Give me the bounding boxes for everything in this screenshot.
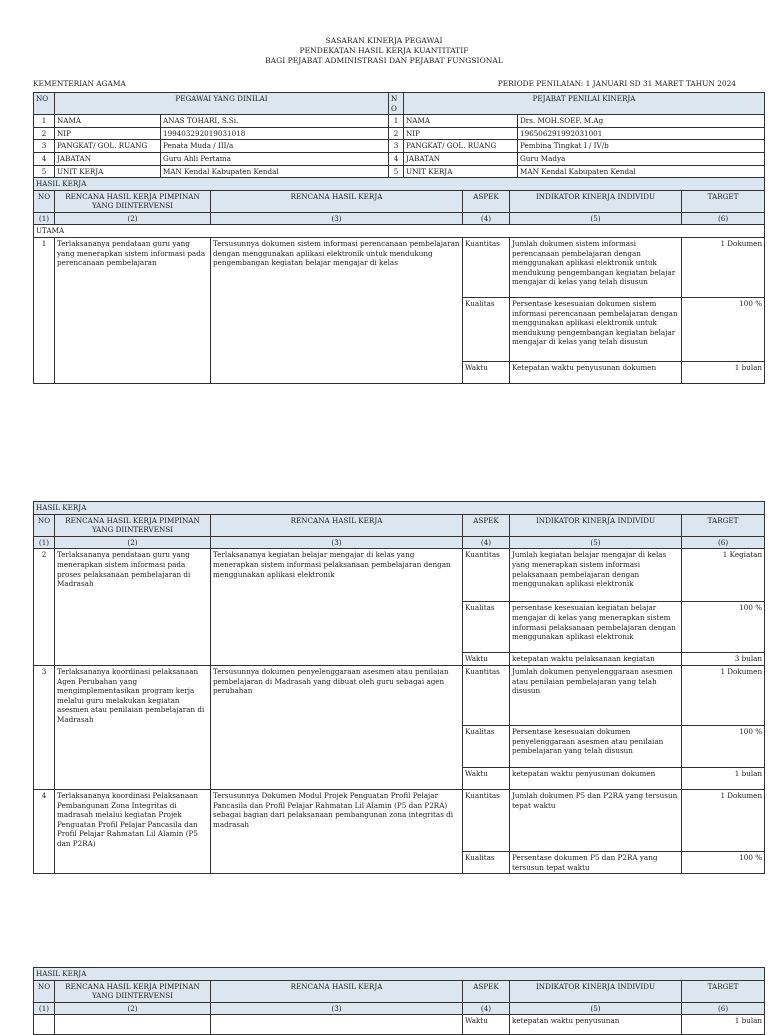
aspect-cell: Waktu	[463, 1015, 510, 1035]
field-value: Drs. MOH.SOEF, M.Ag	[518, 115, 765, 128]
col-index: (2)	[55, 536, 211, 549]
indicator-cell: Persentase kesesuaian dokumen penyelenggaraan asesmen atau penilaian pembelajaran yang telah disusun	[510, 725, 682, 767]
col-index: (5)	[510, 536, 682, 549]
col-no: NO	[34, 190, 55, 212]
col-index: (3)	[211, 212, 463, 225]
col-rhk-pimpinan: RENCANA HASIL KERJA PIMPINAN YANG DIINTERVENSI	[55, 980, 211, 1002]
col-index: (3)	[211, 1002, 463, 1015]
row-number: 3	[34, 140, 55, 153]
field-value: ANAS TOHARI, S.Si.	[161, 115, 389, 128]
col-index: (6)	[682, 536, 765, 549]
doc-title	[0, 36, 768, 66]
col-rhk-pimpinan: RENCANA HASIL KERJA PIMPINAN YANG DIINTERVENSI	[55, 190, 211, 212]
table-row	[34, 665, 765, 725]
target-cell: 1 bulan	[682, 361, 765, 383]
col-index: (4)	[463, 1002, 510, 1015]
indicator-cell: ketepatan waktu penyusunan dokumen	[510, 767, 682, 789]
row-number: 1	[34, 115, 55, 128]
col-index: (6)	[682, 1002, 765, 1015]
target-cell: 1 Dokumen	[682, 237, 765, 297]
work-table-3	[33, 967, 765, 1035]
id-header-no-2: NO	[389, 93, 404, 115]
col-index: (4)	[463, 212, 510, 225]
field-value: MAN Kendal Kabupaten Kendal	[161, 165, 389, 178]
item-number: 2	[34, 549, 55, 666]
identity-row	[34, 140, 765, 153]
field-label: JABATAN	[404, 152, 518, 165]
field-value: 196506291992031001	[518, 127, 765, 140]
field-label: PANGKAT/ GOL. RUANG	[404, 140, 518, 153]
work-table-1	[33, 177, 765, 384]
field-value: Guru Ahli Pertama	[161, 152, 389, 165]
field-value: Guru Madya	[518, 152, 765, 165]
row-number: 4	[34, 152, 55, 165]
rhk-text: Tersusunnya dokumen sistem informasi perencanaan pembelajaran dengan menggunakan aplikasi elektronik untuk mendukung pengembangan kegiatan belajar mengajar di kelas	[211, 237, 463, 383]
col-index: (1)	[34, 536, 55, 549]
col-rhk-pimpinan: RENCANA HASIL KERJA PIMPINAN YANG DIINTERVENSI	[55, 514, 211, 536]
col-index: (1)	[34, 1002, 55, 1015]
col-index: (3)	[211, 536, 463, 549]
row-number: 5	[389, 165, 404, 178]
col-target: TARGET	[682, 514, 765, 536]
title-line-1: SASARAN KINERJA PEGAWAI	[325, 36, 443, 45]
row-number: 2	[389, 127, 404, 140]
aspect-cell: Kuantitas	[463, 665, 510, 725]
target-cell: 1 Dokumen	[682, 789, 765, 851]
col-no: NO	[34, 514, 55, 536]
item-number: 1	[34, 237, 55, 383]
target-cell: 1 bulan	[682, 1015, 765, 1035]
col-index: (5)	[510, 212, 682, 225]
identity-row	[34, 152, 765, 165]
col-index: (2)	[55, 212, 211, 225]
col-rhk: RENCANA HASIL KERJA	[211, 514, 463, 536]
id-header-assessor: PEJABAT PENILAI KINERJA	[404, 93, 765, 115]
col-rhk: RENCANA HASIL KERJA	[211, 190, 463, 212]
id-header-employee: PEGAWAI YANG DINILAI	[55, 93, 389, 115]
work-table-2	[33, 501, 765, 874]
col-aspek: ASPEK	[463, 190, 510, 212]
row-number: 3	[389, 140, 404, 153]
field-value: Penata Muda / III/a	[161, 140, 389, 153]
row-number: 5	[34, 165, 55, 178]
indicator-cell: ketepatan waktu penyusunan	[510, 1015, 682, 1035]
indicator-cell: Jumlah dokumen sistem informasi perencanaan pembelajaran dengan menggunakan aplikasi elektronik untuk mendukung pengembangan kegiatan belajar mengajar di kelas yang telah disusun	[510, 237, 682, 297]
indicator-cell: Persentase dokumen P5 dan P2RA yang tersusun tepat waktu	[510, 851, 682, 873]
field-value: MAN Kendal Kabupaten Kendal	[518, 165, 765, 178]
row-number: 1	[389, 115, 404, 128]
section-title: HASIL KERJA	[34, 178, 765, 191]
row-number: 4	[389, 152, 404, 165]
field-value: Pembina Tingkat I / IV/b	[518, 140, 765, 153]
title-line-3: BAGI PEJABAT ADMINISTRASI DAN PEJABAT FUNGSIONAL	[265, 56, 503, 65]
field-label: UNIT KERJA	[404, 165, 518, 178]
target-cell: 100 %	[682, 602, 765, 653]
field-label: NIP	[404, 127, 518, 140]
identity-row	[34, 115, 765, 128]
field-label: PANGKAT/ GOL. RUANG	[55, 140, 161, 153]
rhk-text: Tersusunnya dokumen penyelenggaraan asesmen atau penilaian pembelajaran di Madrasah yang dibuat oleh guru sebagai agen perubahan	[211, 665, 463, 789]
table-row	[34, 1015, 765, 1035]
indicator-cell: persentase kesesuaian kegiatan belajar mengajar di kelas yang menerapkan sistem informasi pelaksanaan pembelajaran dengan menggunakan aplikasi elektronik	[510, 602, 682, 653]
col-indikator: INDIKATOR KINERJA INDIVIDU	[510, 190, 682, 212]
aspect-cell: Kuantitas	[463, 549, 510, 602]
col-no: NO	[34, 980, 55, 1002]
aspect-cell: Kualitas	[463, 602, 510, 653]
aspect-cell: Waktu	[463, 767, 510, 789]
row-number: 2	[34, 127, 55, 140]
indicator-cell: ketepatan waktu pelaksanaan kegiatan	[510, 653, 682, 666]
rhk-pimpinan-text: Terlaksananya pendataan guru yang yang menerapkan sistem informasi pada perencanaan pembelajaran	[55, 237, 211, 383]
table-row	[34, 237, 765, 297]
aspect-cell: Kualitas	[463, 725, 510, 767]
target-cell: 3 bulan	[682, 653, 765, 666]
target-cell: 1 Kegiatan	[682, 549, 765, 602]
rhk-text	[211, 1015, 463, 1035]
item-number: 4	[34, 789, 55, 873]
target-cell: 1 bulan	[682, 767, 765, 789]
ministry-label: KEMENTERIAN AGAMA	[33, 79, 126, 88]
indicator-cell: Jumlah dokumen P5 dan P2RA yang tersusun tepat waktu	[510, 789, 682, 851]
identity-table	[33, 92, 765, 178]
col-index: (5)	[510, 1002, 682, 1015]
target-cell: 1 Dokumen	[682, 665, 765, 725]
identity-row	[34, 127, 765, 140]
aspect-cell: Kuantitas	[463, 237, 510, 297]
field-label: JABATAN	[55, 152, 161, 165]
col-index: (6)	[682, 212, 765, 225]
rhk-pimpinan-text: Terlaksananya pendataan guru yang menerapkan sistem informasi pada proses pelaksanaan pembelajaran di Madrasah	[55, 549, 211, 666]
col-index: (1)	[34, 212, 55, 225]
col-indikator: INDIKATOR KINERJA INDIVIDU	[510, 980, 682, 1002]
aspect-cell: Kualitas	[463, 297, 510, 361]
section-title: HASIL KERJA	[34, 502, 765, 515]
col-aspek: ASPEK	[463, 514, 510, 536]
col-indikator: INDIKATOR KINERJA INDIVIDU	[510, 514, 682, 536]
col-index: (4)	[463, 536, 510, 549]
rhk-pimpinan-text: Terlaksananya koordinasi Pelaksanaan Pembangunan Zona Integritas di madrasah melalui kegiatan Projek Penguatan Profil Pelajar Pancasila dan Profil Pelajar Rahmatan Lil Alamin (P5 dan P2RA)	[55, 789, 211, 873]
identity-row	[34, 165, 765, 178]
rhk-text: Tersusunnya Dokumen Modul Projek Penguatan Profil Pelajar Pancasila dan Profil Pelajar Rahmatan Lil Alamin (P5 dan P2RA) sebagai bagian dari pelaksanaan pembangunan zona integritas di madrasah	[211, 789, 463, 873]
col-target: TARGET	[682, 190, 765, 212]
indicator-cell: Persentase kesesuaian dokumen sistem informasi perencanaan pembelajaran dengan menggunakan aplikasi elektronik untuk mendukung pengembangan kegiatan belajar mengajar di kelas yang telah disusun	[510, 297, 682, 361]
col-rhk: RENCANA HASIL KERJA	[211, 980, 463, 1002]
table-row	[34, 789, 765, 851]
section-title: HASIL KERJA	[34, 968, 765, 981]
col-aspek: ASPEK	[463, 980, 510, 1002]
field-label: NAMA	[55, 115, 161, 128]
category-utama: UTAMA	[34, 225, 765, 238]
aspect-cell: Waktu	[463, 361, 510, 383]
indicator-cell: Jumlah dokumen penyelenggaraan asesmen atau penilaian pembelajaran yang telah disusun	[510, 665, 682, 725]
item-number: 3	[34, 665, 55, 789]
target-cell: 100 %	[682, 851, 765, 873]
indicator-cell: Ketepatan waktu penyusunan dokumen	[510, 361, 682, 383]
aspect-cell: Kualitas	[463, 851, 510, 873]
period-label: PERIODE PENILAIAN: 1 JANUARI SD 31 MARET TAHUN 2024	[497, 79, 736, 88]
field-label: NIP	[55, 127, 161, 140]
field-label: UNIT KERJA	[55, 165, 161, 178]
rhk-pimpinan-text	[55, 1015, 211, 1035]
item-number	[34, 1015, 55, 1035]
col-target: TARGET	[682, 980, 765, 1002]
aspect-cell: Kuantitas	[463, 789, 510, 851]
table-row	[34, 549, 765, 602]
indicator-cell: Jumlah kegiatan belajar mengajar di kelas yang menerapkan sistem informasi pelaksanaan pembelajaran dengan menggunakan aplikasi elektronik	[510, 549, 682, 602]
id-header-no: NO	[34, 93, 55, 115]
rhk-text: Terlaksananya kegiatan belajar mengajar di kelas yang menerapkan sistem informasi pelaksanaan pembelajaran dengan menggunakan aplikasi elektronik	[211, 549, 463, 666]
aspect-cell: Waktu	[463, 653, 510, 666]
col-index: (2)	[55, 1002, 211, 1015]
field-label: NAMA	[404, 115, 518, 128]
title-line-2: PENDEKATAN HASIL KERJA KUANTITATIF	[299, 46, 469, 55]
rhk-pimpinan-text: Terlaksananya koordinasi pelaksanaan Agen Perubahan yang mengimplementasikan program kerja melalui guru melakukan kegiatan asesmen atau penilaian pembelajaran di Madrasah	[55, 665, 211, 789]
target-cell: 100 %	[682, 725, 765, 767]
field-value: 199403292019031018	[161, 127, 389, 140]
target-cell: 100 %	[682, 297, 765, 361]
